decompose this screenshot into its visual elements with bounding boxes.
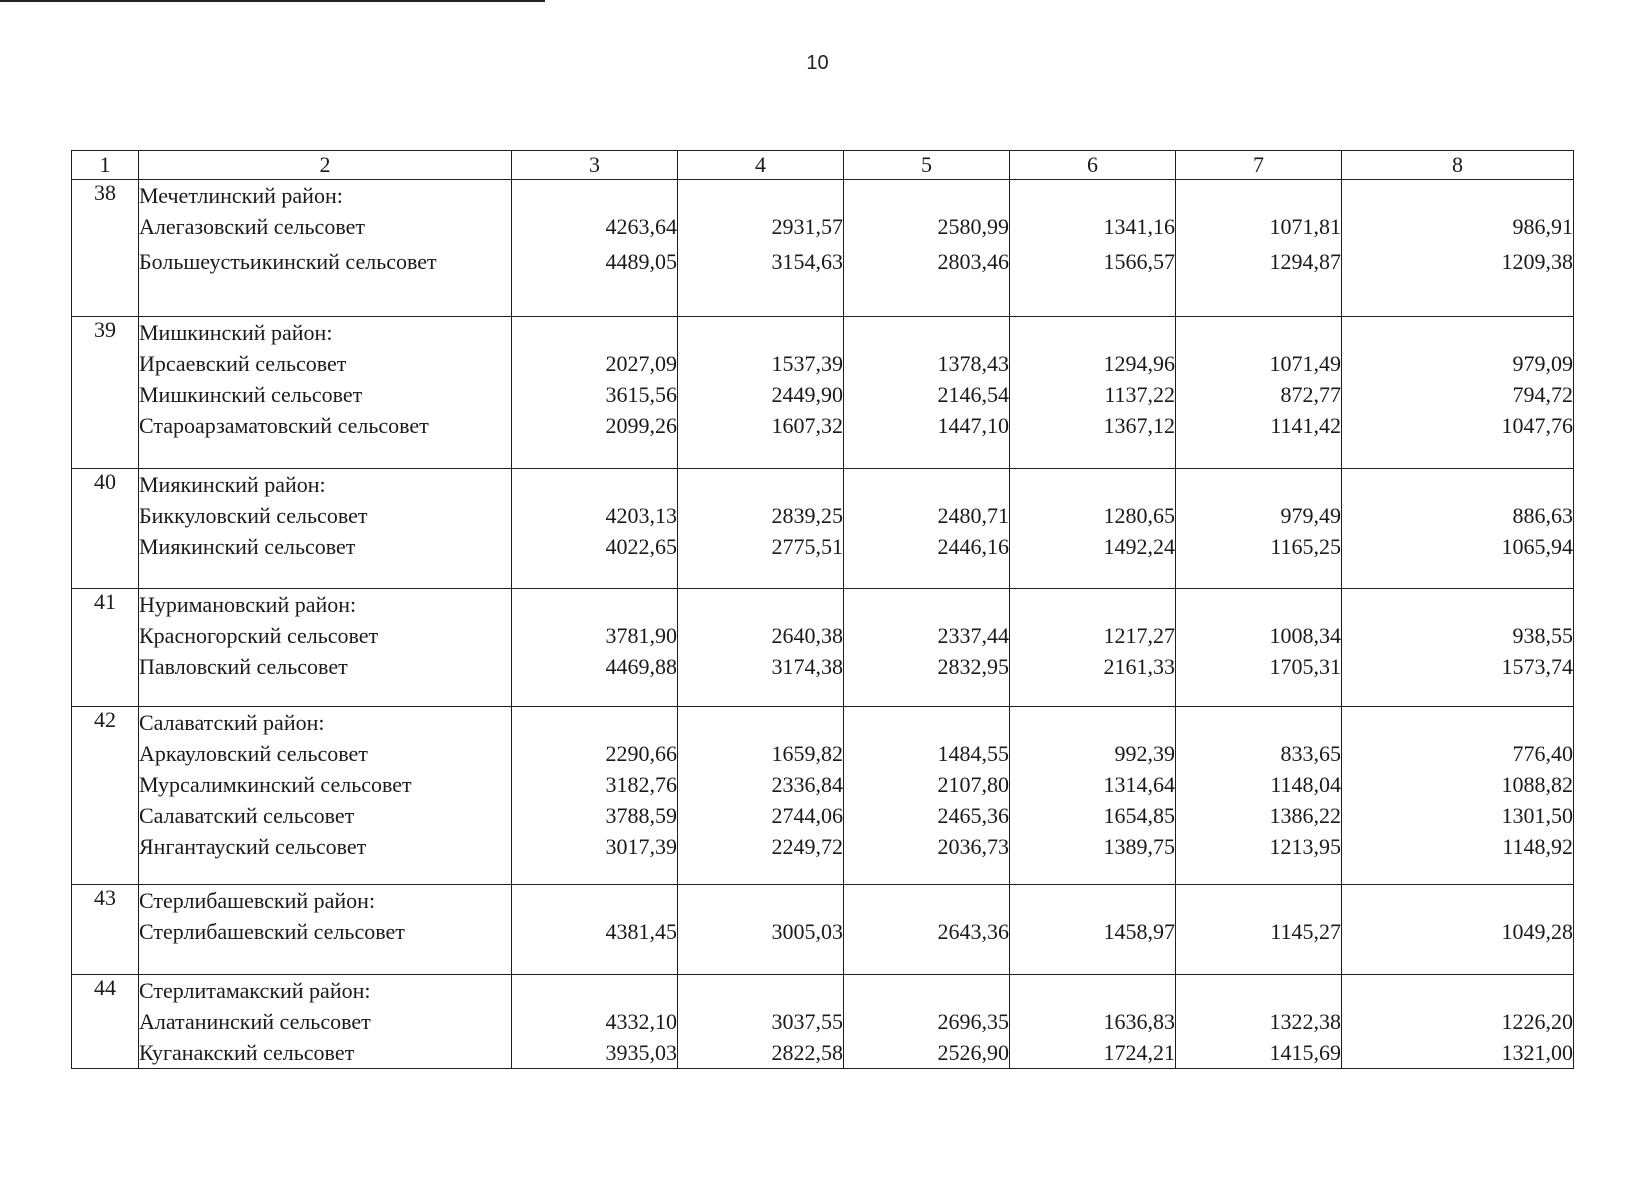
value-cell-col-5 — [844, 180, 1010, 317]
value: 1213,95 — [1269, 834, 1341, 859]
row-number: 42 — [72, 707, 139, 885]
spacer — [1176, 975, 1341, 1006]
name-cell — [139, 975, 512, 1069]
value-cell-col-8 — [1342, 589, 1574, 707]
spacer — [678, 707, 843, 738]
value: 3017,39 — [605, 834, 677, 859]
value: 1314,64 — [1103, 772, 1175, 797]
council-name: Аркауловский сельсовет — [139, 741, 368, 766]
value: 1148,04 — [1270, 772, 1341, 797]
value: 2580,99 — [937, 214, 1009, 239]
district-group-row — [72, 885, 1574, 975]
spacer — [512, 885, 677, 916]
spacer — [844, 975, 1009, 1006]
top-rule — [0, 0, 545, 2]
district-group-row — [72, 469, 1574, 589]
council-name: Мишкинский сельсовет — [139, 382, 363, 407]
value: 1322,38 — [1269, 1009, 1341, 1034]
spacer — [512, 180, 677, 211]
value-cell-col-3 — [512, 885, 678, 975]
value-cell-col-8 — [1342, 707, 1574, 885]
district-name: Мечетлинский район: — [139, 183, 343, 208]
spacer — [1010, 975, 1175, 1006]
value-cell-col-6 — [1010, 707, 1176, 885]
value: 1088,82 — [1501, 772, 1573, 797]
value: 4489,05 — [605, 249, 677, 274]
value: 2744,06 — [771, 803, 843, 828]
name-cell — [139, 317, 512, 469]
spacer — [1010, 469, 1175, 500]
value: 2465,36 — [937, 803, 1009, 828]
value-cell-col-7 — [1176, 469, 1342, 589]
value-cell-col-6 — [1010, 317, 1176, 469]
council-name: Салаватский сельсовет — [139, 803, 355, 828]
council-name: Янгантауский сельсовет — [139, 834, 367, 859]
spacer — [1176, 317, 1341, 348]
value-cell-col-3 — [512, 707, 678, 885]
value: 2099,26 — [605, 413, 677, 438]
value: 1145,27 — [1270, 919, 1341, 944]
column-header-row — [72, 151, 1574, 180]
value: 2803,46 — [937, 249, 1009, 274]
value: 1566,57 — [1103, 249, 1175, 274]
value-cell-col-5 — [844, 975, 1010, 1069]
value: 2146,54 — [937, 382, 1009, 407]
district-name: Мишкинский район: — [139, 320, 333, 345]
value: 1280,65 — [1103, 503, 1175, 528]
row-number: 40 — [72, 469, 139, 589]
value-cell-col-8 — [1342, 469, 1574, 589]
value: 2449,90 — [771, 382, 843, 407]
value-cell-col-6 — [1010, 589, 1176, 707]
value-cell-col-4 — [678, 707, 844, 885]
value: 2526,90 — [937, 1040, 1009, 1065]
value: 1447,10 — [937, 413, 1009, 438]
value: 4332,10 — [605, 1009, 677, 1034]
value: 1378,43 — [937, 351, 1009, 376]
value: 1071,81 — [1269, 214, 1341, 239]
row-number: 38 — [72, 180, 139, 317]
value: 1705,31 — [1269, 654, 1341, 679]
value: 3788,59 — [605, 803, 677, 828]
value: 1484,55 — [937, 741, 1009, 766]
council-name: Стерлибашевский сельсовет — [139, 919, 405, 944]
value: 1321,00 — [1501, 1040, 1573, 1065]
value: 1071,49 — [1269, 351, 1341, 376]
value: 3935,03 — [605, 1040, 677, 1065]
spacer — [1010, 180, 1175, 211]
value-cell-col-4 — [678, 180, 844, 317]
spacer — [512, 317, 677, 348]
value-cell-col-7 — [1176, 589, 1342, 707]
value-cell-col-8 — [1342, 317, 1574, 469]
district-name: Стерлибашевский район: — [139, 888, 376, 913]
value: 1049,28 — [1501, 919, 1573, 944]
value: 1226,20 — [1501, 1009, 1573, 1034]
spacer — [844, 707, 1009, 738]
value: 1724,21 — [1103, 1040, 1175, 1065]
value: 2036,73 — [937, 834, 1009, 859]
value: 1492,24 — [1103, 534, 1175, 559]
value: 2107,80 — [937, 772, 1009, 797]
value-cell-col-3 — [512, 589, 678, 707]
value: 3037,55 — [771, 1009, 843, 1034]
value: 1209,38 — [1501, 249, 1573, 274]
column-header: 1 — [72, 151, 139, 180]
value: 2336,84 — [771, 772, 843, 797]
spacer — [844, 885, 1009, 916]
data-table — [71, 150, 1574, 1069]
value-cell-col-8 — [1342, 180, 1574, 317]
value: 2839,25 — [771, 503, 843, 528]
name-cell — [139, 707, 512, 885]
value: 2337,44 — [937, 623, 1009, 648]
value: 1415,69 — [1269, 1040, 1341, 1065]
spacer — [1342, 707, 1573, 738]
value: 2480,71 — [937, 503, 1009, 528]
value: 1607,32 — [771, 413, 843, 438]
council-name: Большеустьикинский сельсовет — [139, 249, 437, 274]
value: 2931,57 — [771, 214, 843, 239]
district-group-row — [72, 707, 1574, 885]
value-cell-col-6 — [1010, 180, 1176, 317]
value-cell-col-8 — [1342, 975, 1574, 1069]
value-cell-col-5 — [844, 317, 1010, 469]
value: 1341,16 — [1103, 214, 1175, 239]
spacer — [678, 975, 843, 1006]
value: 1065,94 — [1501, 534, 1573, 559]
name-cell — [139, 589, 512, 707]
spacer — [844, 589, 1009, 620]
value: 938,55 — [1512, 623, 1573, 648]
value: 776,40 — [1512, 741, 1573, 766]
value-cell-col-3 — [512, 317, 678, 469]
spacer — [844, 317, 1009, 348]
spacer — [844, 180, 1009, 211]
column-header: 4 — [678, 151, 844, 180]
column-header: 7 — [1176, 151, 1342, 180]
value: 4469,88 — [605, 654, 677, 679]
value: 979,49 — [1280, 503, 1341, 528]
value: 2161,33 — [1103, 654, 1175, 679]
spacer — [678, 317, 843, 348]
value-cell-col-7 — [1176, 317, 1342, 469]
value-cell-col-6 — [1010, 885, 1176, 975]
value: 1148,92 — [1502, 834, 1573, 859]
value: 2643,36 — [937, 919, 1009, 944]
value: 3005,03 — [771, 919, 843, 944]
value: 2446,16 — [937, 534, 1009, 559]
value: 3615,56 — [605, 382, 677, 407]
value: 2696,35 — [937, 1009, 1009, 1034]
column-header: 6 — [1010, 151, 1176, 180]
value: 3781,90 — [605, 623, 677, 648]
value-cell-col-3 — [512, 180, 678, 317]
value-cell-col-4 — [678, 469, 844, 589]
value: 3182,76 — [605, 772, 677, 797]
value: 2290,66 — [605, 741, 677, 766]
value: 1217,27 — [1103, 623, 1175, 648]
spacer — [512, 469, 677, 500]
spacer — [512, 589, 677, 620]
value: 2027,09 — [605, 351, 677, 376]
spacer — [1176, 885, 1341, 916]
spacer — [1010, 707, 1175, 738]
value: 979,09 — [1512, 351, 1573, 376]
council-name: Красногорский сельсовет — [139, 623, 379, 648]
spacer — [678, 589, 843, 620]
spacer — [1342, 885, 1573, 916]
spacer — [1010, 317, 1175, 348]
spacer — [512, 707, 677, 738]
spacer — [1342, 975, 1573, 1006]
council-name: Куганакский сельсовет — [139, 1040, 355, 1065]
spacer — [1010, 589, 1175, 620]
value-cell-col-7 — [1176, 180, 1342, 317]
value-cell-col-5 — [844, 589, 1010, 707]
value: 872,77 — [1280, 382, 1341, 407]
column-header: 5 — [844, 151, 1010, 180]
value: 1141,42 — [1270, 413, 1341, 438]
value-cell-col-5 — [844, 469, 1010, 589]
council-name: Мурсалимкинский сельсовет — [139, 772, 412, 797]
value: 1165,25 — [1270, 534, 1341, 559]
value: 1367,12 — [1103, 413, 1175, 438]
value-cell-col-4 — [678, 317, 844, 469]
council-name: Миякинский сельсовет — [139, 534, 356, 559]
column-header: 8 — [1342, 151, 1574, 180]
district-group-row — [72, 589, 1574, 707]
value-cell-col-4 — [678, 589, 844, 707]
value: 794,72 — [1512, 382, 1573, 407]
value-cell-col-5 — [844, 885, 1010, 975]
value-cell-col-4 — [678, 975, 844, 1069]
district-name: Стерлитамакский район: — [139, 978, 371, 1003]
value: 833,65 — [1280, 741, 1341, 766]
value: 4263,64 — [605, 214, 677, 239]
value-cell-col-7 — [1176, 975, 1342, 1069]
council-name: Алатанинский сельсовет — [139, 1009, 371, 1034]
row-number: 41 — [72, 589, 139, 707]
spacer — [1176, 707, 1341, 738]
row-number: 44 — [72, 975, 139, 1069]
council-name: Алегазовский сельсовет — [139, 214, 365, 239]
spacer — [1010, 885, 1175, 916]
value: 2249,72 — [771, 834, 843, 859]
value: 4022,65 — [605, 534, 677, 559]
name-cell — [139, 180, 512, 317]
value: 992,39 — [1114, 741, 1175, 766]
value: 1654,85 — [1103, 803, 1175, 828]
value-cell-col-7 — [1176, 707, 1342, 885]
value: 886,63 — [1512, 503, 1573, 528]
value-cell-col-5 — [844, 707, 1010, 885]
council-name: Павловский сельсовет — [139, 654, 348, 679]
district-group-row — [72, 180, 1574, 317]
council-name: Биккуловский сельсовет — [139, 503, 368, 528]
spacer — [1342, 180, 1573, 211]
council-name: Ирсаевский сельсовет — [139, 351, 347, 376]
value: 1573,74 — [1501, 654, 1573, 679]
value: 2822,58 — [771, 1040, 843, 1065]
spacer — [678, 469, 843, 500]
page-number: 10 — [806, 52, 829, 74]
spacer — [1176, 180, 1341, 211]
value: 986,91 — [1512, 214, 1573, 239]
value: 1659,82 — [771, 741, 843, 766]
value: 1389,75 — [1103, 834, 1175, 859]
row-number: 39 — [72, 317, 139, 469]
value-cell-col-8 — [1342, 885, 1574, 975]
name-cell — [139, 469, 512, 589]
value-cell-col-4 — [678, 885, 844, 975]
spacer — [1342, 317, 1573, 348]
district-group-row — [72, 975, 1574, 1069]
value: 2640,38 — [771, 623, 843, 648]
value: 1636,83 — [1103, 1009, 1175, 1034]
row-number: 43 — [72, 885, 139, 975]
value: 1458,97 — [1103, 919, 1175, 944]
table-body — [72, 180, 1574, 1069]
value: 2775,51 — [771, 534, 843, 559]
spacer — [844, 469, 1009, 500]
value: 2832,95 — [937, 654, 1009, 679]
spacer — [678, 885, 843, 916]
district-name: Салаватский район: — [139, 710, 325, 735]
value: 1008,34 — [1269, 623, 1341, 648]
value: 1537,39 — [771, 351, 843, 376]
value-cell-col-7 — [1176, 885, 1342, 975]
spacer — [1342, 469, 1573, 500]
value: 1137,22 — [1104, 382, 1175, 407]
value: 1294,96 — [1103, 351, 1175, 376]
district-group-row — [72, 317, 1574, 469]
column-header: 3 — [512, 151, 678, 180]
value: 4381,45 — [605, 919, 677, 944]
value-cell-col-6 — [1010, 469, 1176, 589]
spacer — [1176, 589, 1341, 620]
value-cell-col-3 — [512, 975, 678, 1069]
spacer — [678, 180, 843, 211]
column-header: 2 — [139, 151, 512, 180]
district-name: Нуримановский район: — [139, 592, 357, 617]
value-cell-col-3 — [512, 469, 678, 589]
value: 1047,76 — [1501, 413, 1573, 438]
value: 1294,87 — [1269, 249, 1341, 274]
spacer — [1176, 469, 1341, 500]
council-name: Староарзаматовский сельсовет — [139, 413, 429, 438]
spacer — [512, 975, 677, 1006]
value: 4203,13 — [605, 503, 677, 528]
spacer — [1342, 589, 1573, 620]
value: 1301,50 — [1501, 803, 1573, 828]
value-cell-col-6 — [1010, 975, 1176, 1069]
name-cell — [139, 885, 512, 975]
value: 3174,38 — [771, 654, 843, 679]
value: 1386,22 — [1269, 803, 1341, 828]
value: 3154,63 — [771, 249, 843, 274]
district-name: Миякинский район: — [139, 472, 326, 497]
